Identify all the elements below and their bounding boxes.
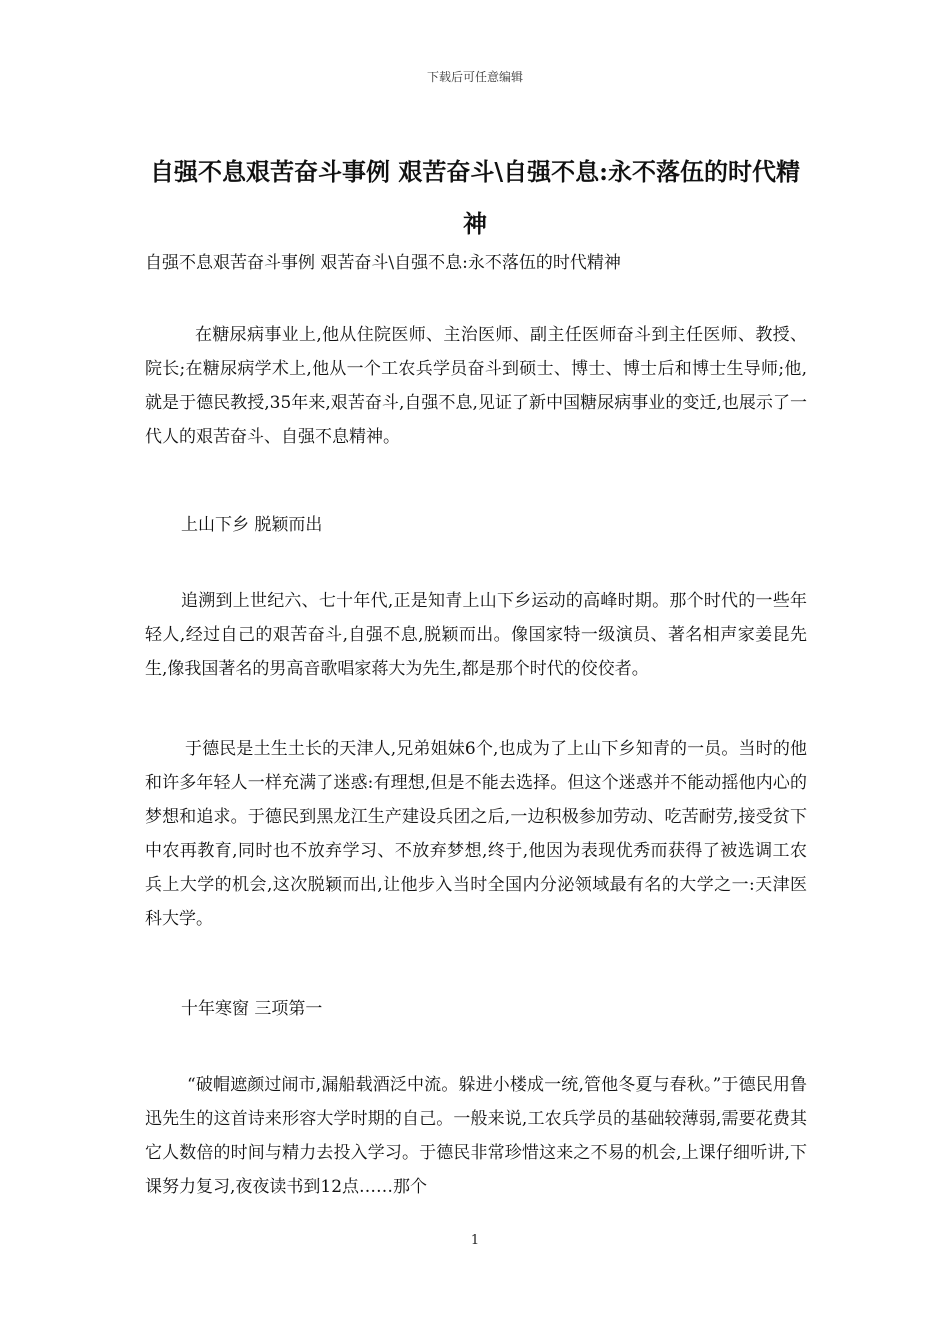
paragraph-era: 追溯到上世纪六、七十年代,正是知青上山下乡运动的高峰时期。那个时代的一些年轻人,经过自己的艰苦奋斗,自强不息,脱颖而出。像国家特一级演员、著名相声家姜昆先生,像我国著名的男高音歌唱家蒋大为先生,都是那个时代的佼佼者。 bbox=[145, 591, 807, 679]
page-number: 1 bbox=[470, 1233, 480, 1248]
section-heading-1: 上山下乡 脱颖而出 bbox=[181, 515, 323, 535]
section-heading-2: 十年寒窗 三项第一 bbox=[181, 999, 323, 1019]
subtitle: 自强不息艰苦奋斗事例 艰苦奋斗\自强不息:永不落伍的时代精神 bbox=[145, 253, 621, 273]
paragraph-youth: 于德民是土生土长的天津人,兄弟姐妹6个,也成为了上山下乡知青的一员。当时的他和许多年轻人一样充满了迷惑:有理想,但是不能去选择。但这个迷惑并不能动摇他内心的梦想和追求。于德民到黑龙江生产建设兵团之后,一边积极参加劳动、吃苦耐劳,接受贫下中农再教育,同时也不放弃学习、不放弃梦想,终于,他因为表现优秀而获得了被选调工农兵上大学的机会,这次脱颖而出,让他步入当时全国内分泌领域最有名的大学之一:天津医科大学。 bbox=[145, 739, 807, 929]
header-note: 下载后可任意编辑 bbox=[426, 70, 523, 84]
paragraph-intro: 在糖尿病事业上,他从住院医师、主治医师、副主任医师奋斗到主任医师、教授、院长;在糖尿病学术上,他从一个工农兵学员奋斗到硕士、博士、博士后和博士生导师;他,就是于德民教授,35年来,艰苦奋斗,自强不息,见证了新中国糖尿病事业的变迁,也展示了一代人的艰苦奋斗、自强不息精神。 bbox=[145, 325, 807, 447]
paragraph-study: “破帽遮颜过闹市,漏船载酒泛中流。躲进小楼成一统,管他冬夏与春秋。”于德民用鲁迅先生的这首诗来形容大学时期的自己。一般来说,工农兵学员的基础较薄弱,需要花费其它人数倍的时间与精力去投入学习。于德民非常珍惜这来之不易的机会,上课仔细听讲,下课努力复习,夜夜读书到12点……那个 bbox=[145, 1075, 807, 1197]
document-title: 自强不息艰苦奋斗事例 艰苦奋斗\自强不息:永不落伍的时代精神 bbox=[150, 157, 800, 238]
